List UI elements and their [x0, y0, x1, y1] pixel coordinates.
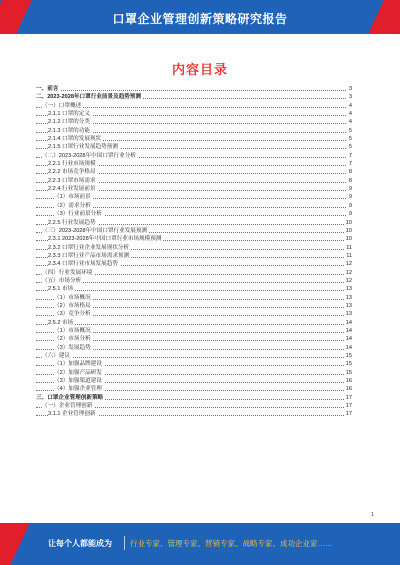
toc-entry-page: 4 [348, 102, 352, 109]
toc-entry[interactable] [36, 185, 352, 193]
toc-entry[interactable] [36, 402, 352, 410]
toc-entry-title: 2.1.1 口罩的定义 [48, 111, 90, 118]
toc-entry-title: 2.2.3 口罩市场需求 [48, 177, 96, 184]
toc-entry-page: 16 [345, 378, 352, 385]
toc-entry-title: （1）市场概况 [54, 294, 91, 301]
toc-entry-page: 9 [348, 186, 352, 193]
toc-entry[interactable] [36, 319, 352, 327]
toc-entry[interactable] [36, 252, 352, 260]
toc-entry-page: 12 [345, 277, 352, 284]
page-footer [0, 523, 400, 565]
toc-entry-page: 15 [345, 369, 352, 376]
toc-entry[interactable] [36, 394, 352, 402]
toc-entry[interactable] [36, 102, 352, 110]
page-header [0, 0, 400, 34]
toc-entry-title: （四）行业发展环境 [42, 269, 93, 276]
toc-entry-page: 13 [345, 286, 352, 293]
toc-entry-page: 17 [345, 411, 352, 418]
toc-leader-dots [36, 290, 346, 291]
toc-entry-page: 3 [348, 86, 352, 92]
toc-entry-title: 二、2023-2028年口罩行业前景及趋势预测 [36, 94, 142, 101]
toc-entry-title: （2）需求分析 [54, 202, 91, 209]
toc-entry-title: 2.1.5 口罩行业发展趋势预测 [48, 144, 118, 151]
toc-entry-title: 一、前言 [36, 86, 59, 92]
toc-entry[interactable] [36, 143, 352, 151]
toc-entry-title: （3）加强渠道建设 [54, 378, 102, 385]
toc-entry[interactable] [36, 377, 352, 385]
toc-entry-title: 2.2.5 行业发展趋势 [48, 219, 96, 226]
toc-entry-page: 14 [345, 336, 352, 343]
toc-entry[interactable] [36, 369, 352, 377]
toc-entry-page: 12 [345, 261, 352, 268]
toc-entry-page: 15 [345, 353, 352, 359]
toc-entry[interactable] [36, 110, 352, 118]
toc-entry-page: 17 [345, 394, 352, 401]
toc-entry-page: 10 [345, 219, 352, 226]
toc-entry[interactable] [36, 269, 352, 277]
toc-entry[interactable] [36, 118, 352, 126]
toc-entry-title: （六）建议 [42, 353, 70, 359]
toc-entry[interactable] [36, 277, 352, 285]
toc-entry-page: 4 [348, 119, 352, 126]
toc-entry-title: （一）企业管理创新 [42, 403, 93, 410]
toc-entry-page: 12 [345, 269, 352, 276]
toc-entry[interactable] [36, 385, 352, 393]
toc-entry-page: 7 [348, 161, 352, 168]
toc-entry-page: 10 [345, 227, 352, 234]
footer-tagline: 行业专家、管理专家、营销专家、战略专家、成功企业家…… [130, 539, 333, 548]
toc-entry[interactable] [36, 294, 352, 302]
toc-entry[interactable] [36, 352, 352, 360]
toc-entry-page: 14 [345, 319, 352, 326]
toc-entry-title: 2.5.2 市场 [48, 319, 74, 326]
toc-entry-page: 10 [345, 236, 352, 243]
toc-entry-page: 11 [346, 252, 352, 259]
toc-entry[interactable] [36, 168, 352, 176]
toc-entry-title: （二）2023-2028年中国口罩行业分析 [42, 152, 136, 159]
toc-entry[interactable] [36, 85, 352, 93]
toc-entry[interactable] [36, 152, 352, 160]
toc-entry-page: 8 [348, 169, 352, 176]
toc-entry-title: 2.2.4 行业发展前景 [48, 186, 96, 193]
toc-entry-title: （1）市场前景 [54, 194, 91, 201]
toc-entry[interactable] [36, 202, 352, 210]
toc-entry[interactable] [36, 285, 352, 293]
footer-divider [124, 536, 125, 550]
toc-entry-page: 15 [345, 361, 352, 368]
toc-entry[interactable] [36, 410, 352, 418]
toc-entry-title: 2.2.1 行业市场规模 [48, 161, 96, 168]
toc-entry-page: 9 [348, 202, 352, 209]
report-title: 口罩企业管理创新策略研究报告 [112, 12, 288, 26]
toc-entry[interactable] [36, 310, 352, 318]
toc-entry-title: 3.1.1 企业管理创新 [48, 411, 96, 418]
toc-heading: 内容目录 [171, 62, 228, 77]
toc-entry[interactable] [36, 177, 352, 185]
toc-entry[interactable] [36, 127, 352, 135]
footer-slogan: 让每个人都能成为 [48, 539, 112, 548]
toc-entry-title: 2.3.4 口罩行业市场发展趋势 [48, 261, 118, 268]
footer-red-stripe [0, 523, 30, 565]
toc-entry-title: 2.1.4 口罩的发展现状 [48, 136, 102, 143]
toc-entry[interactable] [36, 235, 352, 243]
toc-entry-page: 9 [348, 211, 352, 218]
toc-entry-title: （2）市场分析 [54, 336, 91, 343]
toc-entry-title: 2.1.2 口罩的分类 [48, 119, 90, 126]
toc-entry[interactable] [36, 344, 352, 352]
toc-entry-page: 14 [345, 327, 352, 334]
toc-entry-title: 2.3.3 口罩行业产品市场需求预测 [48, 252, 130, 259]
toc-entry-page: 9 [348, 194, 352, 201]
toc-entry-page: 7 [348, 152, 352, 159]
toc-entry-page: 5 [348, 136, 352, 143]
toc-leader-dots [36, 324, 346, 325]
toc-entry-title: 2.3.1 2023-2028年中国口罩行业市场规模预测 [48, 236, 162, 243]
toc-entry[interactable] [36, 335, 352, 343]
toc-entry-page: 13 [345, 294, 352, 301]
toc-entry-title: 2.5.1 市场 [48, 286, 74, 293]
toc-leader-dots [36, 90, 346, 91]
toc-entry-page: 11 [346, 244, 352, 251]
toc-entry-title: （4）加强企业管理 [54, 386, 102, 393]
toc-entry-title: 2.2.2 市场竞争格局 [48, 169, 96, 176]
toc-entry[interactable] [36, 219, 352, 227]
toc-entry-page: 17 [345, 403, 352, 410]
toc-entry[interactable] [36, 327, 352, 335]
toc-entry-title: 三、口罩企业管理创新策略 [36, 394, 104, 401]
toc-entry-title: （1）市场概况 [54, 327, 91, 334]
toc-entry-title: 2.3.2 口罩行业企业发展现状分析 [48, 244, 130, 251]
toc-entry[interactable] [36, 210, 352, 218]
toc-entry-page: 13 [345, 302, 352, 309]
toc-entry[interactable] [36, 193, 352, 201]
toc-entry-title: （3）发展趋势 [54, 344, 91, 351]
toc-entry[interactable] [36, 302, 352, 310]
toc-entry[interactable] [36, 360, 352, 368]
toc-entry-page: 14 [345, 344, 352, 351]
toc-entry-title: （2）市场格局 [54, 302, 91, 309]
toc-entry-page: 13 [345, 311, 352, 318]
toc-entry[interactable] [36, 93, 352, 101]
toc-entry[interactable] [36, 135, 352, 143]
toc-entry-title: （3）竞争分析 [54, 311, 91, 318]
toc-entry-title: （三）2023-2028年中国口罩行业发展预测 [42, 227, 148, 234]
toc-entry-page: 5 [348, 144, 352, 151]
toc-leader-dots [36, 357, 346, 358]
toc-entry[interactable] [36, 260, 352, 268]
toc-entry-title: （3）行业前景分析 [54, 211, 102, 218]
toc-entry[interactable] [36, 160, 352, 168]
toc-entry-title: （五）市场分析 [42, 277, 82, 284]
toc-entry-title: （1）加强品牌建设 [54, 361, 102, 368]
toc-entry-page: 16 [345, 386, 352, 393]
toc-entry[interactable] [36, 244, 352, 252]
toc-entry-page: 4 [348, 111, 352, 118]
toc-entry-page: 8 [348, 177, 352, 184]
page-number: 1 [371, 512, 374, 518]
toc-entry-page: 3 [348, 94, 352, 101]
toc-entry-page: 5 [348, 127, 352, 134]
toc-entry-title: （一）口罩概述 [42, 102, 82, 109]
toc-entry[interactable] [36, 227, 352, 235]
toc-entry-title: （2）加强产品研发 [54, 369, 102, 376]
toc-entry-title: 2.1.3 口罩的功能 [48, 127, 90, 134]
table-of-contents [36, 85, 352, 419]
